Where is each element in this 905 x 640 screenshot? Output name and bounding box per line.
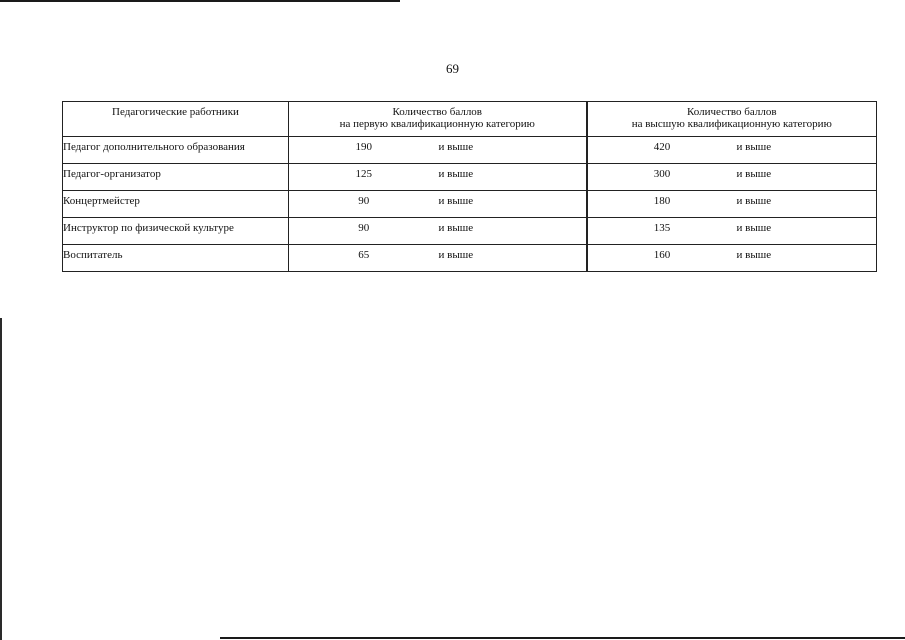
table-row xyxy=(63,191,877,218)
first-score-cell: 190 xyxy=(289,137,439,164)
first-suffix-cell: и выше xyxy=(439,137,587,164)
header-workers xyxy=(63,102,289,137)
highest-score-cell: 135 xyxy=(587,218,737,245)
table-row xyxy=(63,245,877,272)
header-highest-category xyxy=(587,102,877,137)
position-cell: Педагог-организатор xyxy=(63,164,289,191)
highest-suffix-cell: и выше xyxy=(737,245,877,272)
scan-edge-bottom xyxy=(220,637,905,639)
first-suffix-cell: и выше xyxy=(439,191,587,218)
highest-suffix-cell: и выше xyxy=(737,218,877,245)
first-score-cell: 90 xyxy=(289,191,439,218)
highest-suffix-cell: и выше xyxy=(737,164,877,191)
page-number: 69 xyxy=(446,61,459,76)
header-workers-label: Педагогические работники xyxy=(112,106,239,118)
table-row xyxy=(63,137,877,164)
first-suffix-cell: и выше xyxy=(439,245,587,272)
highest-suffix-cell: и выше xyxy=(737,137,877,164)
qualification-scores-table xyxy=(62,101,877,272)
first-score-cell: 125 xyxy=(289,164,439,191)
position-cell: Воспитатель xyxy=(63,245,289,272)
header-first-category-line2: на первую квалификационную категорию xyxy=(339,118,535,130)
header-first-category-line1: Количество баллов xyxy=(392,106,482,118)
first-score-cell: 65 xyxy=(289,245,439,272)
first-score-cell: 90 xyxy=(289,218,439,245)
highest-score-cell: 420 xyxy=(587,137,737,164)
header-highest-category-line2: на высшую квалификационную категорию xyxy=(631,118,832,130)
first-suffix-cell: и выше xyxy=(439,218,587,245)
header-first-category xyxy=(289,102,587,137)
highest-score-cell: 160 xyxy=(587,245,737,272)
highest-score-cell: 300 xyxy=(587,164,737,191)
header-highest-category-line1: Количество баллов xyxy=(687,106,777,118)
highest-score-cell: 180 xyxy=(587,191,737,218)
position-cell: Педагог дополнительного образования xyxy=(63,137,289,164)
table-header-row xyxy=(63,102,877,137)
table-row xyxy=(63,218,877,245)
position-cell: Инструктор по физической культуре xyxy=(63,218,289,245)
first-suffix-cell: и выше xyxy=(439,164,587,191)
scan-edge-top xyxy=(0,0,400,2)
highest-suffix-cell: и выше xyxy=(737,191,877,218)
table-row xyxy=(63,164,877,191)
scan-edge-left xyxy=(0,318,2,640)
position-cell: Концертмейстер xyxy=(63,191,289,218)
